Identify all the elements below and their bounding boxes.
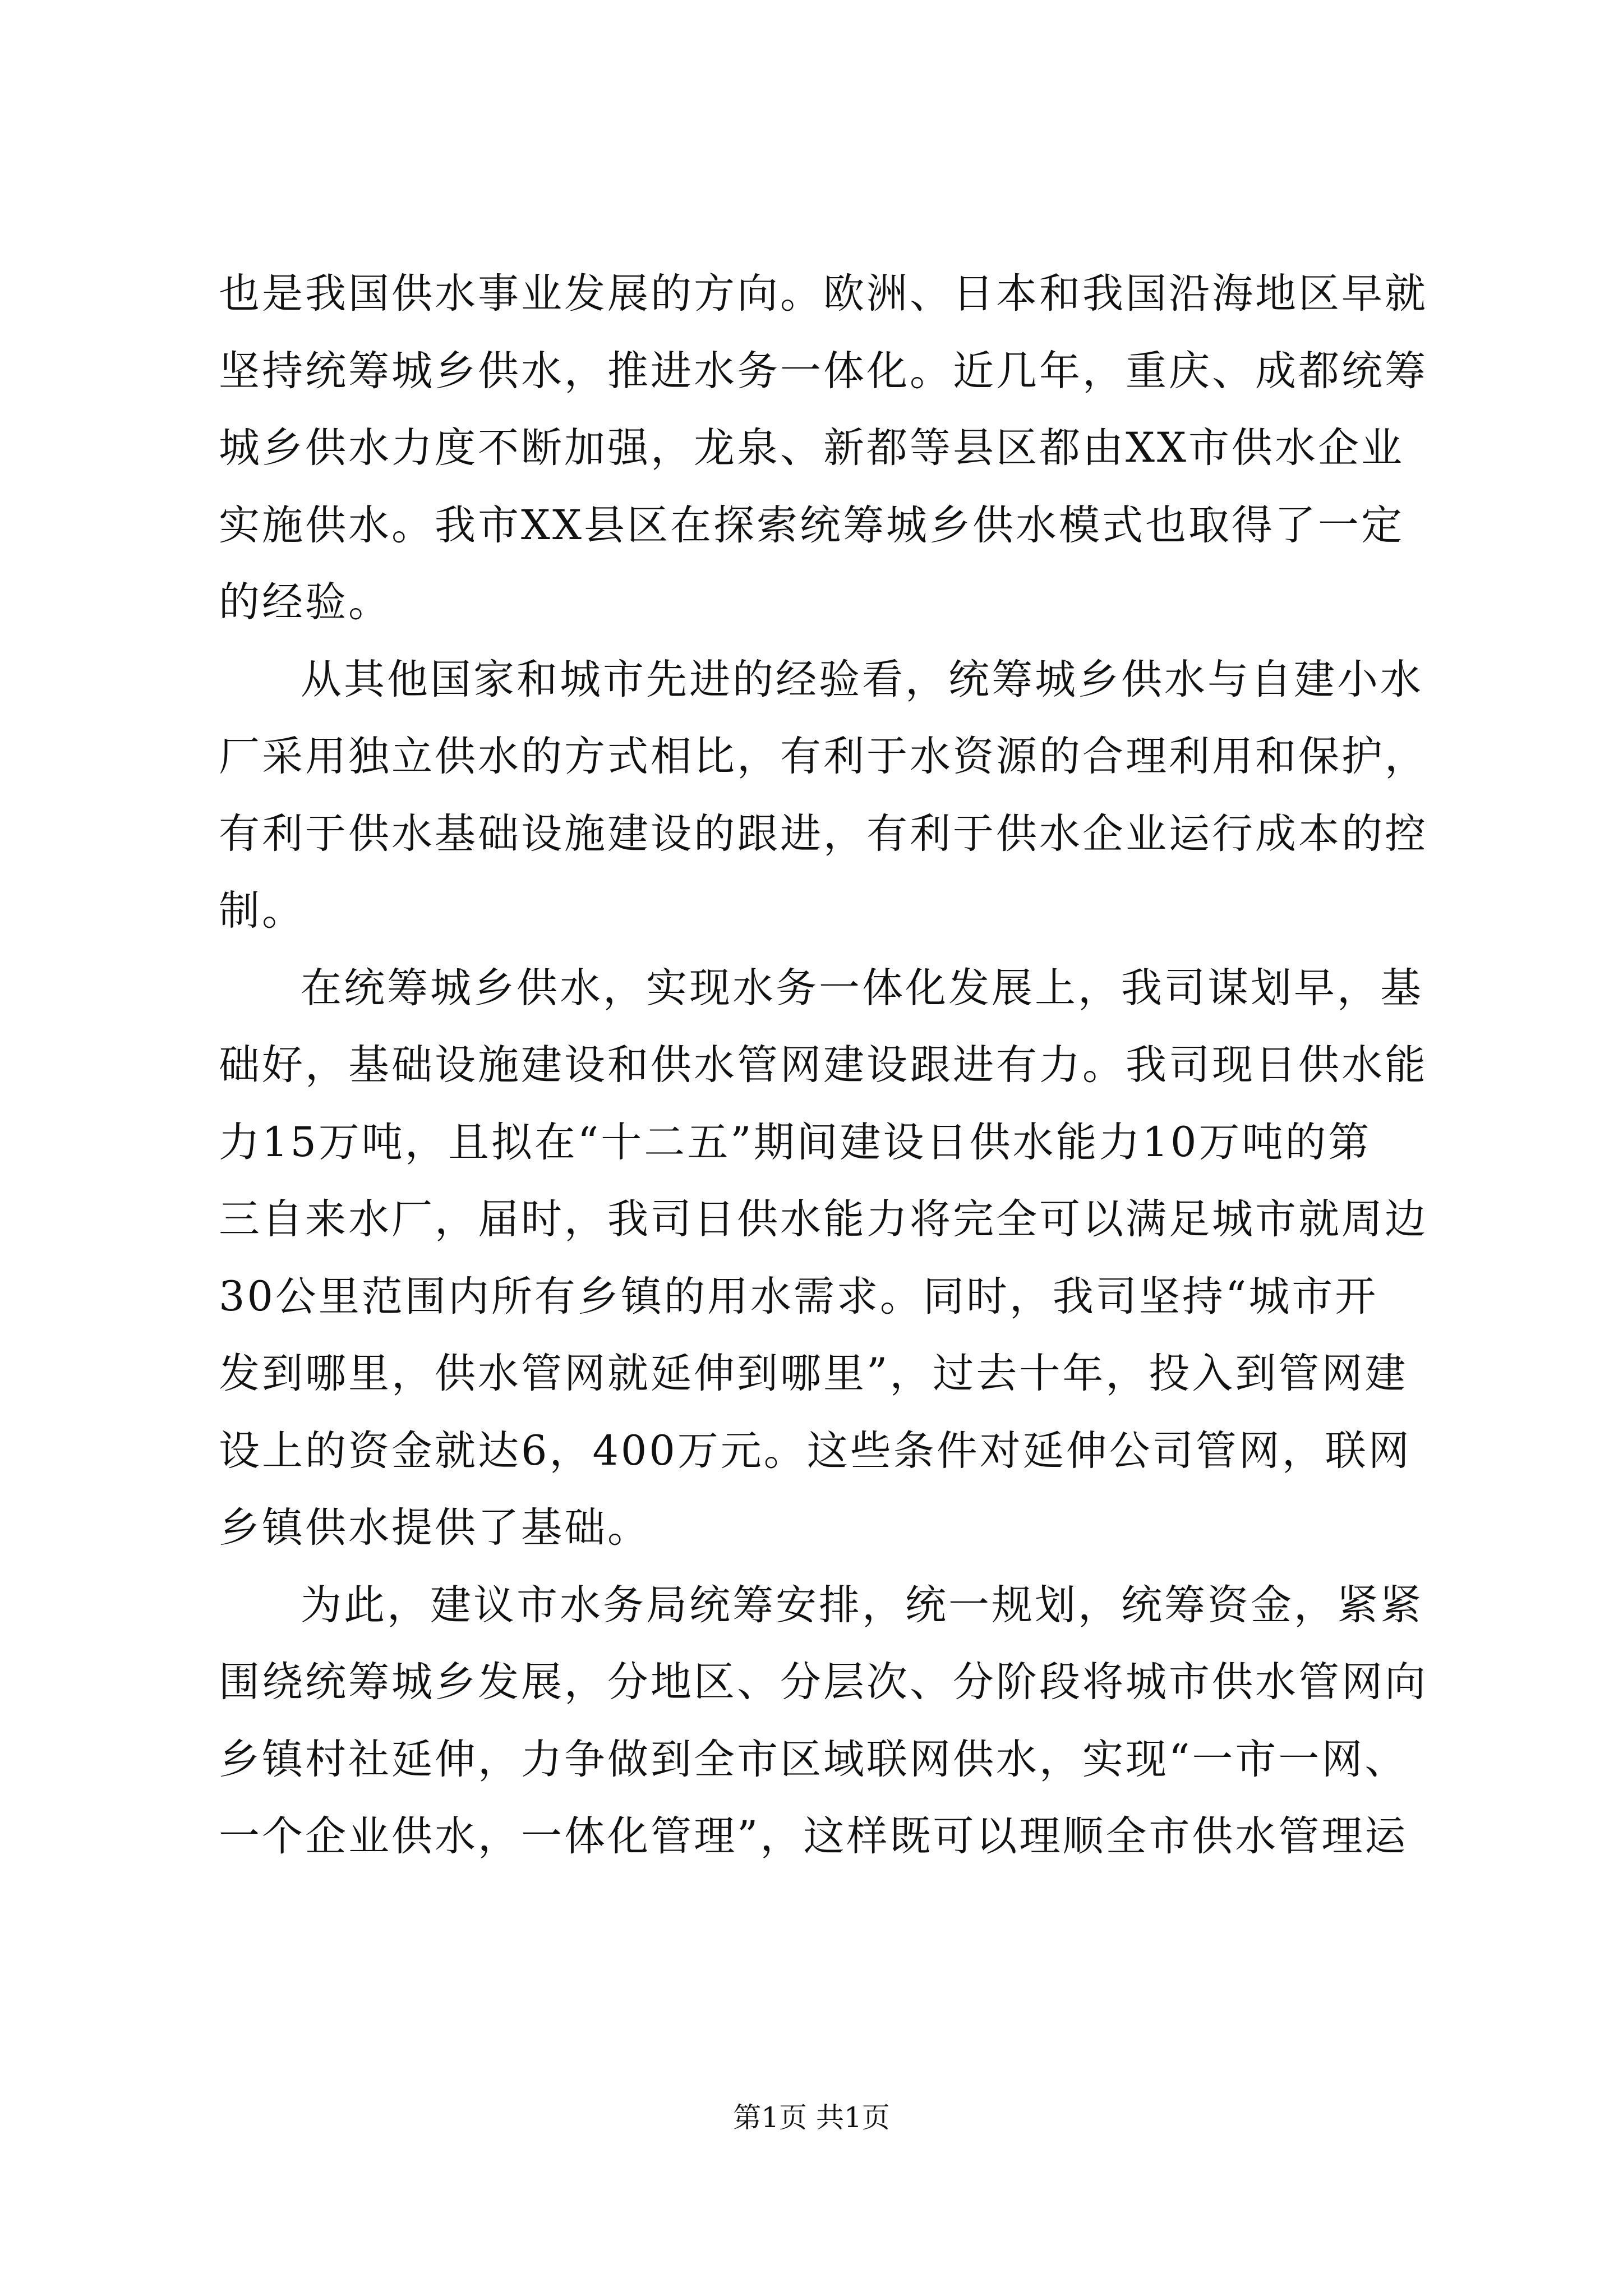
text-line: 础好，基础设施建设和供水管网建设跟进有力。我司现日供水能 — [219, 1041, 1428, 1089]
text-line: 制。 — [219, 887, 305, 935]
text-line: 围绕统筹城乡发展，分地区、分层次、分阶段将城市供水管网向 — [219, 1658, 1428, 1706]
text-line: 一个企业供水，一体化管理”，这样既可以理顺全市供水管理运 — [219, 1812, 1408, 1860]
paragraph-4 — [219, 1567, 1428, 1875]
paragraph-2 — [219, 641, 1428, 950]
text-line: 厂采用独立供水的方式相比，有利于水资源的合理利用和保护， — [219, 733, 1428, 780]
text-line: 力15万吨，且拟在“十二五”期间建设日供水能力10万吨的第 — [219, 1118, 1372, 1166]
text-line: 实施供水。我市XX县区在探索统筹城乡供水模式也取得了一定 — [219, 501, 1404, 549]
text-line: 也是我国供水事业发展的方向。欧洲、日本和我国沿海地区早就 — [219, 270, 1428, 318]
text-line: 乡镇村社延伸，力争做到全市区域联网供水，实现“一市一网、 — [219, 1735, 1408, 1783]
page-number-label: 第1页 共1页 — [733, 2101, 890, 2134]
text-line: 城乡供水力度不断加强，龙泉、新都等县区都由XX市供水企业 — [219, 424, 1404, 472]
text-line: 在统筹城乡供水，实现水务一体化发展上，我司谋划早，基 — [301, 964, 1423, 1012]
text-line: 30公里范围内所有乡镇的用水需求。同时，我司坚持“城市开 — [219, 1272, 1378, 1320]
text-line: 设上的资金就达6，400万元。这些条件对延伸公司管网，联网 — [219, 1427, 1412, 1475]
text-line: 有利于供水基础设施建设的跟进，有利于供水企业运行成本的控 — [219, 809, 1428, 858]
paragraph-1 — [219, 255, 1428, 641]
text-line: 乡镇供水提供了基础。 — [219, 1504, 651, 1552]
text-line: 从其他国家和城市先进的经验看，统筹城乡供水与自建小水 — [301, 655, 1423, 703]
text-line: 的经验。 — [219, 578, 391, 626]
text-line: 坚持统筹城乡供水，推进水务一体化。近几年，重庆、成都统筹 — [219, 347, 1428, 395]
page-footer — [0, 2101, 1623, 2134]
text-line: 三自来水厂，届时，我司日供水能力将完全可以满足城市就周边 — [219, 1195, 1428, 1243]
paragraph-3 — [219, 950, 1428, 1567]
document-body — [219, 255, 1428, 1875]
text-line: 为此，建议市水务局统筹安排，统一规划，统筹资金，紧紧 — [301, 1581, 1423, 1629]
text-line: 发到哪里，供水管网就延伸到哪里”，过去十年，投入到管网建 — [219, 1350, 1408, 1397]
